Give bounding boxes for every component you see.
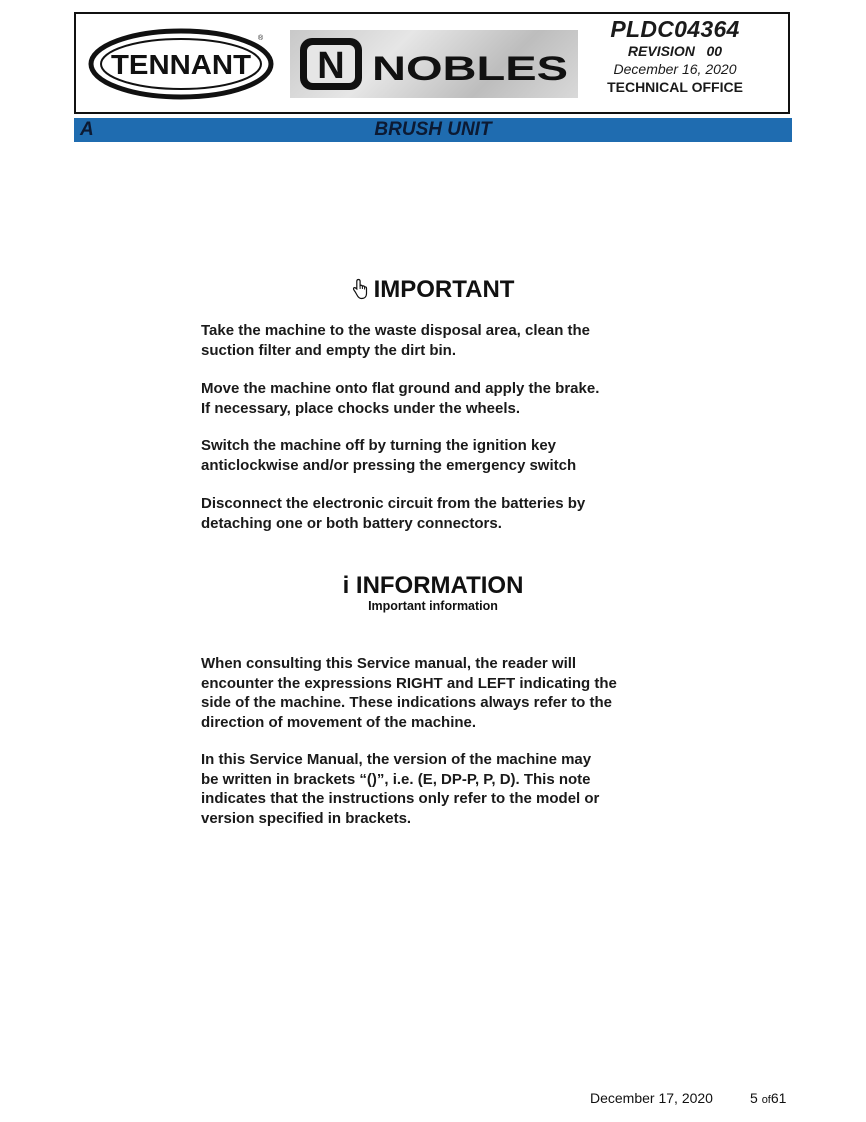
section-letter: A xyxy=(80,119,94,140)
information-paragraph-2: In this Service Manual, the version of the machine may be written in brackets “()”, i.e. (E, DP-P, P, D). This note indicates that the instructions only refer to the model or version specified in brackets. xyxy=(201,751,600,827)
information-subtitle: Important information xyxy=(368,599,498,613)
information-heading xyxy=(0,572,866,600)
important-paragraph-4: Disconnect the electronic circuit from the batteries by detaching one or both battery connectors. xyxy=(201,495,586,532)
section-title: BRUSH UNIT xyxy=(374,119,492,140)
section-bar xyxy=(74,118,792,142)
svg-text:®: ® xyxy=(258,35,264,42)
page-current: 5 xyxy=(750,1090,758,1106)
page-total: 61 xyxy=(770,1090,787,1106)
revision-label: REVISION 00 xyxy=(627,43,723,59)
information-paragraph-1: When consulting this Service manual, the reader will encounter the expressions RIGHT and LEFT indicating the side of the machine. These indications always refer to the direction of movement of the machine. xyxy=(201,655,617,731)
information-title: i INFORMATION xyxy=(342,572,524,599)
nobles-logo xyxy=(290,30,578,98)
important-paragraph-2: Move the machine onto flat ground and apply the brake. If necessary, place chocks under the wheels. xyxy=(201,380,600,417)
document-header xyxy=(74,12,790,114)
document-code: PLDC04364 xyxy=(610,16,740,42)
pointing-hand-icon xyxy=(352,278,368,307)
tennant-logo-text: TENNANT xyxy=(111,49,251,80)
nobles-monogram: N xyxy=(317,45,345,87)
page-of: of xyxy=(761,1094,771,1106)
footer-date: December 17, 2020 xyxy=(590,1090,713,1106)
page-number xyxy=(750,1090,786,1106)
important-heading xyxy=(0,276,866,307)
important-paragraph-1: Take the machine to the waste disposal area, clean the suction filter and empty the dirt bin. xyxy=(201,322,591,359)
nobles-logo-text: NOBLES xyxy=(372,50,568,88)
tennant-logo xyxy=(88,28,274,100)
document-info xyxy=(580,16,770,96)
important-title: IMPORTANT xyxy=(373,276,515,303)
important-paragraph-3: Switch the machine off by turning the ignition key anticlockwise and/or pressing the emergency switch xyxy=(201,437,577,474)
technical-office-label: TECHNICAL OFFICE xyxy=(607,79,743,95)
revision-date: December 16, 2020 xyxy=(613,61,737,77)
